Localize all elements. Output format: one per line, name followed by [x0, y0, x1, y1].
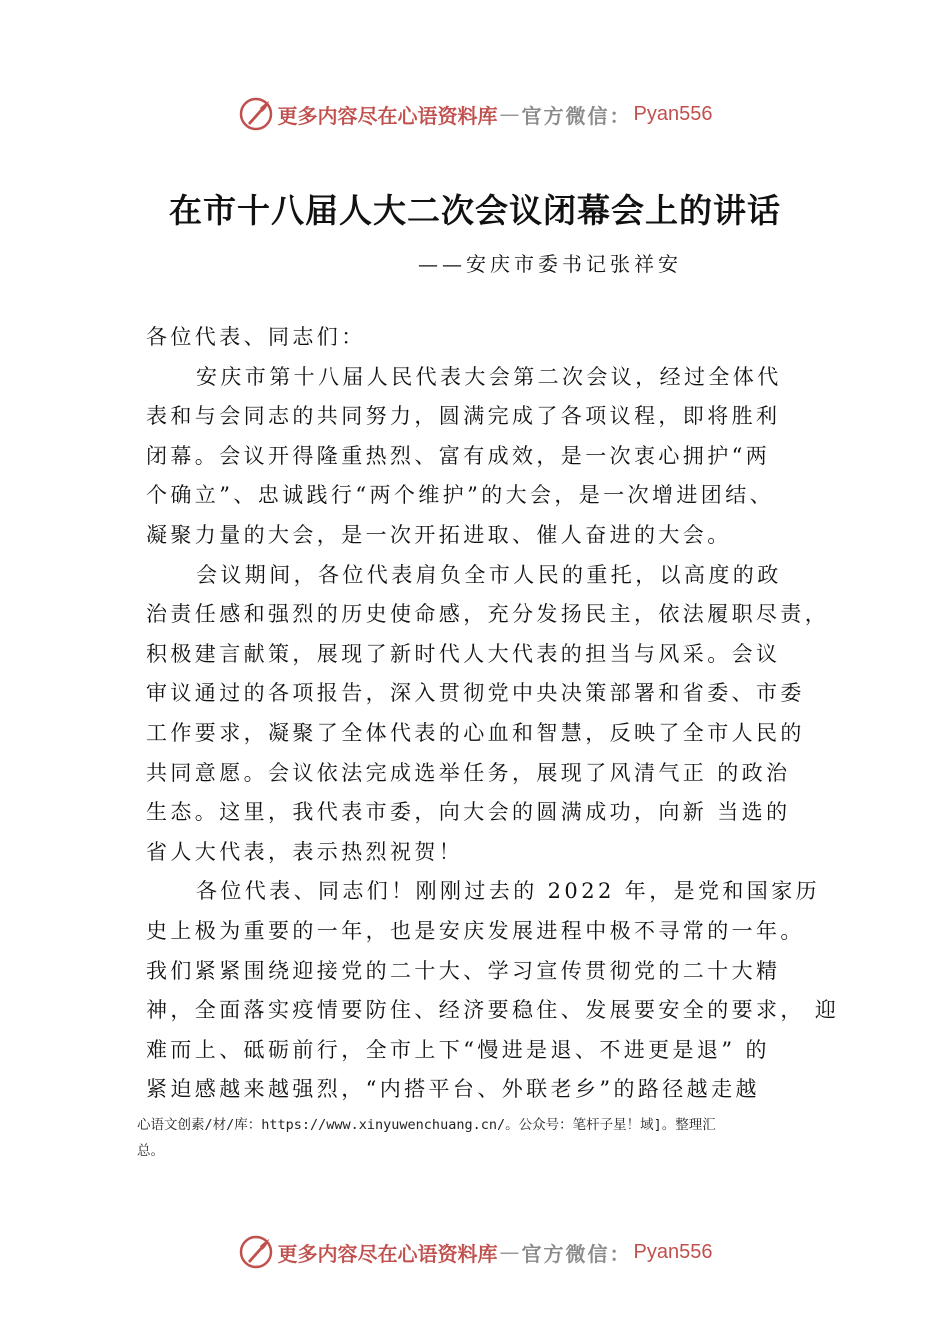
document-body: [146, 318, 846, 1110]
body-line: 工作要求，凝聚了全体代表的心血和智慧，反映了全市人民的: [146, 720, 805, 745]
body-line: 凝聚力量的大会，是一次开拓进取、催人奋进的大会。: [146, 522, 732, 547]
body-line: 神，全面落实疫情要防住、经济要稳住、发展要安全的要求， 迎: [146, 998, 840, 1023]
footer-banner: [0, 1232, 950, 1272]
banner-wechat-id: Pyan556: [633, 102, 713, 125]
body-line: 审议通过的各项报告，深入贯彻党中央决策部署和省委、市委: [146, 681, 805, 706]
banner-wechat-label: 官方微信：: [521, 103, 632, 128]
banner-dash: —: [499, 102, 520, 126]
source-footnote: [137, 1112, 837, 1164]
quill-logo-icon: [238, 96, 274, 132]
banner-dash: —: [499, 1240, 520, 1264]
body-line: 各位代表、同志们！刚刚过去的 2022 年，是党和国家历: [196, 879, 820, 904]
quill-logo-icon: [238, 1234, 274, 1270]
body-line: 难而上、砥砺前行，全市上下“慢进是退、不进更是退” 的: [146, 1037, 770, 1062]
banner-main-text: 更多内容尽在心语资料库: [277, 103, 498, 128]
document-subtitle: ——安庆市委书记张祥安: [418, 252, 682, 276]
body-line: 积极建言献策，展现了新时代人大代表的担当与风采。会议: [146, 641, 781, 666]
body-line: 各位代表、同志们：: [146, 325, 366, 349]
header-banner: [0, 94, 950, 134]
body-line: 表和与会同志的共同努力，圆满完成了各项议程，即将胜利: [146, 404, 781, 429]
body-line: 省人大代表，表示热烈祝贺！: [146, 839, 464, 864]
banner-main-text: 更多内容尽在心语资料库: [277, 1241, 498, 1266]
banner-wechat-label: 官方微信：: [521, 1241, 632, 1266]
body-line: 生态。这里，我代表市委，向大会的圆满成功，向新 当选的: [146, 800, 791, 825]
body-line: 共同意愿。会议依法完成选举任务，展现了风清气正 的政治: [146, 760, 791, 785]
banner-wechat-id: Pyan556: [633, 1240, 713, 1263]
document-title: 在市十八届人大二次会议闭幕会上的讲话: [169, 191, 781, 230]
body-line: 个确立”、忠诚践行“两个维护”的大会，是一次增进团结、: [146, 483, 775, 508]
body-line: 紧迫感越来越强烈，“内搭平台、外联老乡”的路径越走越: [146, 1077, 760, 1102]
body-line: 会议期间，各位代表肩负全市人民的重托，以高度的政: [196, 562, 782, 587]
footnote-line-1: 心语文创素/材/库：https://www.xinyuwenchuang.cn/。公众号：笔杆子星！域]。整理汇: [137, 1117, 716, 1133]
body-line: 安庆市第十八届人民代表大会第二次会议，经过全体代: [196, 364, 782, 389]
body-line: 我们紧紧围绕迎接党的二十大、学习宣传贯彻党的二十大精: [146, 958, 781, 983]
body-line: 闭幕。会议开得隆重热烈、富有成效，是一次衷心拥护“两: [146, 443, 771, 468]
body-line: 史上极为重要的一年，也是安庆发展进程中极不寻常的一年。: [146, 918, 805, 943]
footnote-line-2: 总。: [137, 1143, 164, 1159]
body-line: 治责任感和强烈的历史使命感，充分发扬民主，依法履职尽责，: [146, 602, 830, 627]
